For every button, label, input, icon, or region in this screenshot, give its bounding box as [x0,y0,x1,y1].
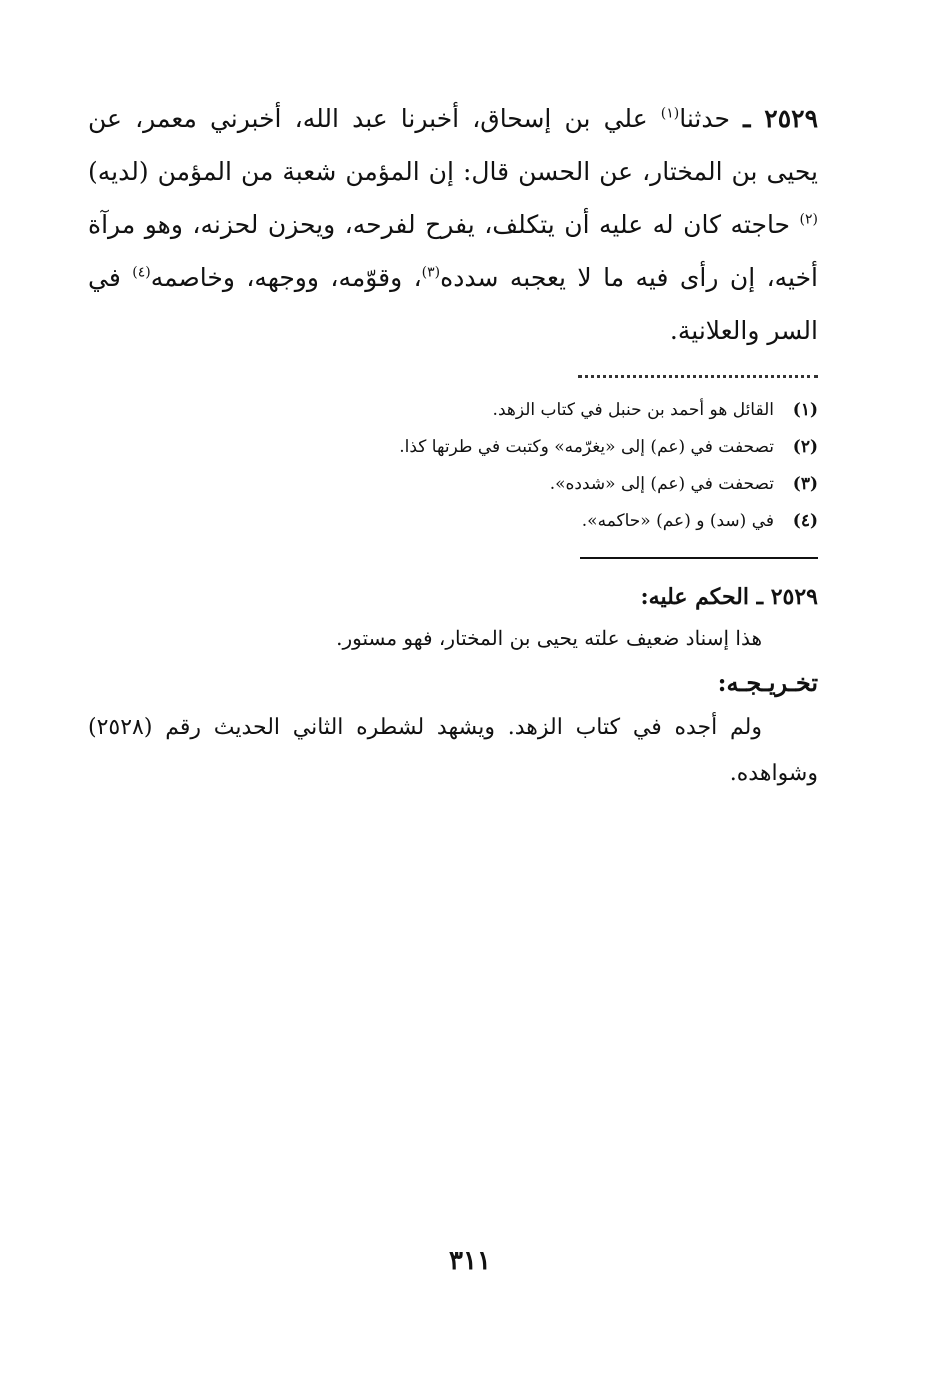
takhrij-text: ولم أجده في كتاب الزهد. ويشهد لشطره الثاني الحديث رقم (٢٥٢٨) وشواهده. [88,715,818,786]
ruling-heading: ٢٥٢٩ ـ الحكم عليه: [640,584,818,610]
footnote-text: القائل هو أحمد بن حنبل في كتاب الزهد. [492,400,774,420]
page-number: ٣١١ [449,1246,491,1276]
footnote-text: في (سد) و (عم) «حاكمه». [581,511,774,531]
hadith-part-2: علي بن إسحاق، أخبرنا عبد الله، أخبرني معمر، عن يحيى بن المختار، عن الحسن قال: إن المؤمن شعبة من المؤمن (لديه) [88,104,818,186]
footnote-item [88,429,818,466]
footnote-ref-2: (٢) [799,211,818,228]
footnote-ref-1: (١) [660,105,680,122]
hadith-text [88,92,818,357]
footnote-number: (٢) [792,437,818,457]
footnote-ref-3: (٣) [421,264,441,281]
footnote-separator [578,375,818,378]
hadith-part-3: حاجته كان له عليه أن يتكلف، يفرح لفرحه، ويحزن لحزنه، وهو مرآة أخيه، إن رأى فيه ما لا يعجبه سدده [88,210,818,292]
hadith-part-5: في السر والعلانية. [88,263,818,345]
page-content [88,92,818,797]
hadith-part-1: حدثنا [679,104,730,133]
footnote-text: تصحفت في (عم) إلى «شدده». [549,474,774,494]
footnote-item [88,466,818,503]
footnote-item [88,503,818,540]
footnotes-list [88,392,818,540]
hadith-number: ٢٥٢٩ ـ [743,104,819,133]
takhrij-heading: تخـريـجـه: [717,668,818,697]
hadith-part-4: ، وقوّمه، ووجهه، وخاصمه [150,263,422,292]
footnote-number: (٤) [792,511,818,531]
footnote-number: (١) [792,400,818,420]
ruling-text: هذا إسناد ضعيف علته يحيى بن المختار، فهو مستور. [336,626,762,650]
footnote-ref-4: (٤) [132,264,151,281]
footnote-item [88,392,818,429]
footnote-number: (٣) [792,474,818,494]
footnote-text: تصحفت في (عم) إلى «يغرّمه» وكتبت في طرتها كذا. [399,437,774,457]
section-divider [580,557,818,559]
